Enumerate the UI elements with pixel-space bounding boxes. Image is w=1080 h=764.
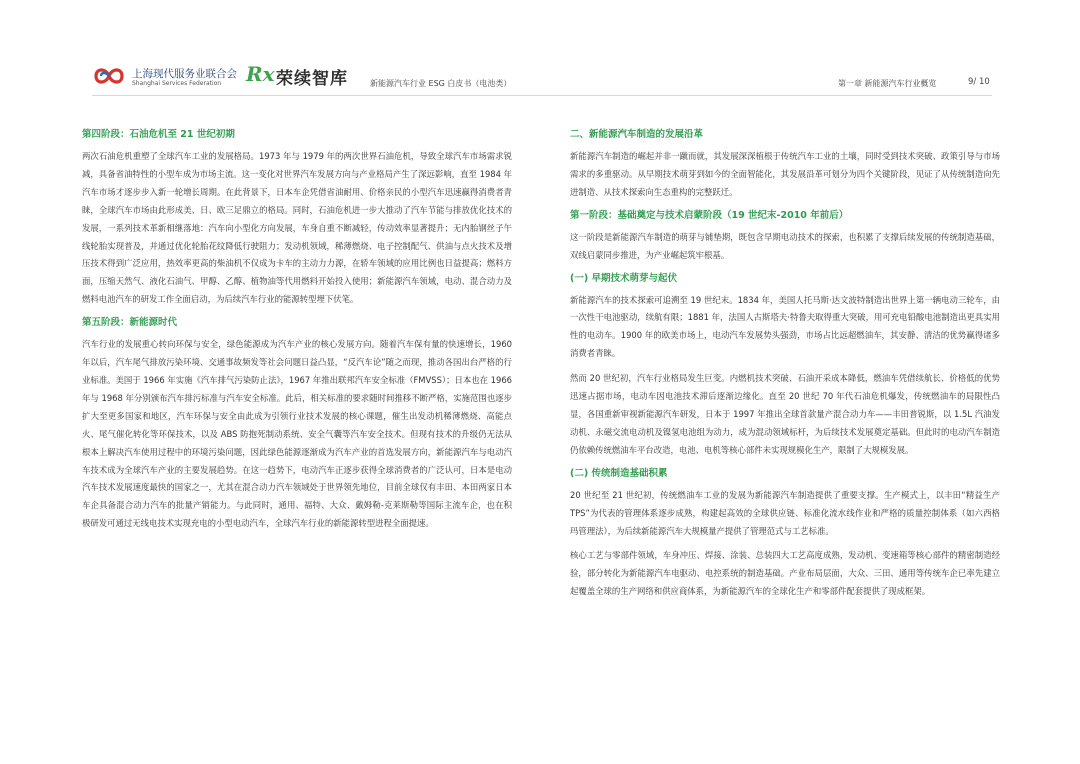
rx-mark: Rx [246,62,275,86]
brand-name: 荣续智库 [276,69,348,89]
early-tech-paragraph-1: 新能源汽车的技术探索可追溯至 19 世纪末。1834 年，美国人托马斯·达文波特制造出世界上第一辆电动三轮车，由一次性干电池驱动，续航有限；1881 年，法国人古斯塔夫·特鲁夫取得重大突破，用可充电铅酸电池制造出更具实用性的电动车。1900 年的欧美市场上，电动汽车发展势头强劲，市场占比远超燃油车，其安静、清洁的优势赢得诸多消费者青睐。 [570,294,1000,359]
org-name-en: Shanghai Services Federation [132,80,222,87]
org-name-cn: 上海现代服务业联合会 [132,68,237,80]
section-heading: 二、新能源汽车制造的发展沿革 [570,129,704,140]
ssf-logo [92,62,242,92]
stage5-heading: 第五阶段：新能源时代 [82,317,178,329]
early-tech-paragraph-2: 然而 20 世纪初，汽车行业格局发生巨变。内燃机技术突破、石油开采成本降低，燃油车凭借续航长、价格低的优势迅速占据市场，电动车因电池技术滞后逐渐边缘化。直至 20 世纪 70 年代石油危机爆发，传统燃油车的局限性凸显，各国重新审视新能源汽车研发，日本于 1997 年推出全球首款量产混合动力车——丰田普锐斯，以 1.5L 汽油发动机、永磁交流电动机及镍氢电池组为动力，成为混动领域标杆，为后续技术发展奠定基础。但此时的电动汽车制造仍依赖传统燃油车平台改造，电池、电机等核心部件未实现规模化生产，限制了大规模发展。 [570,373,1000,455]
page-header [92,58,992,98]
intro-paragraph: 新能源汽车制造的崛起并非一蹴而就，其发展深深植根于传统汽车工业的土壤，同时受到技术突破、政策引导与市场需求的多重驱动。从早期技术萌芽到如今的全面智能化，其发展沿革可划分为四个关键阶段，见证了从传统制造向先进制造、从技术探索向生态重构的完整跃迁。 [570,151,1000,197]
document-title: 新能源汽车行业 ESG 白皮书（电池类） [370,79,512,88]
stage1-heading: 第一阶段：基础奠定与技术启蒙阶段（19 世纪末-2010 年前后） [570,209,849,221]
manufacturing-paragraph-2: 核心工艺与零部件领域，车身冲压、焊接、涂装、总装四大工艺高度成熟，发动机、变速箱等核心部件的精密制造经验，部分转化为新能源汽车电驱动、电控系统的制造基础。产业布局层面，大众、三田、通用等传统车企已率先建立起覆盖全球的生产网络和供应商体系，为新能源汽车的全球化生产和零部件配套提供了现成框架。 [570,550,1000,597]
stage1-paragraph: 这一阶段是新能源汽车制造的萌芽与铺垫期，既包含早期电动技术的探索，也积累了支撑后续发展的传统制造基础，双线启蒙同步推进，为产业崛起筑牢根基。 [570,231,1000,260]
stage4-heading: 第四阶段：石油危机至 21 世纪初期 [82,129,235,140]
chapter-title: 第一章 新能源汽车行业概览 [838,79,937,88]
rongxu-logo [246,60,366,90]
subsection-2-heading: (二) 传统制造基础积累 [570,467,668,479]
stage5-paragraph: 汽车行业的发展重心转向环保与安全，绿色能源成为汽车产业的核心发展方向。随着汽车保有量的快速增长，1960 年以后，汽车尾气排放污染环境、交通事故频发等社会问题日益凸显，“反汽车论”随之而现，推动各国出台严格的行业标准。美国于 1966 年实施《汽车排气污染防止法》，1967 年推出联邦汽车安全标准（FMVSS）；日本也在 1966 年与 1968 年分别颁布汽车排污标准与汽车安全标准。此后，相关标准的要求随时间推移不断严格，实施范围也逐步扩大至更多国家和地区，汽车环保与安全由此成为引领行业技术发展的核心课题，催生出发动机稀薄燃烧、高能点火、尾气催化转化等环保技术，以及 ABS 防抱死制动系统、安全气囊等汽车安全技术。但现有技术的升级仍无法从根本上解决汽车使用过程中的环境污染问题，因此绿色能源逐渐成为汽车产业的首选发展方向，新能源汽车与电动汽车技术成为全球汽车产业的主要发展趋势。在这一趋势下，电动汽车正逐步获得全球消费者的广泛认可，日本是电动汽车技术发展速度最快的国家之一，尤其在混合动力汽车领域处于世界领先地位，目前全球仅有丰田、本田两家日本车企具备混合动力汽车的批量产销能力。与此同时，通用、福特、大众、戴姆勒-克莱斯勒等国际主流车企，也在积极研发可通过无线电技术实现充电的小型电动汽车，全球汽车行业的新能源转型进程全面提速。 [82,339,512,529]
left-column [82,128,512,540]
manufacturing-paragraph-1: 20 世纪至 21 世纪初，传统燃油车工业的发展为新能源汽车制造提供了重要支撑。生产模式上，以丰田“精益生产 TPS”为代表的管理体系逐步成熟，构建起高效的全球供应链、标准化流水线作业和严格的质量控制体系（如六西格玛管理法），为后续新能源汽车大规模量产提供了管理范式与工艺标准。 [570,489,1000,536]
page-number: 9/ 10 [968,77,990,87]
stage4-paragraph: 两次石油危机重塑了全球汽车工业的发展格局。1973 年与 1979 年的两次世界石油危机，导致全球汽车市场需求锐减，具备省油特性的小型车成为市场主流。这一变化对世界汽车发展方向与产业格局产生了深远影响，直至 1984 年汽车市场才逐步步入新一轮增长周期。在此背景下，日本车企凭借省油耐用、价格亲民的小型汽车迅速赢得消费者青睐，全球汽车市场由此形成美、日、欧三足鼎立的格局。同时，石油危机进一步大推动了汽车节能与排放优化技术的发展，一系列技术革新相继落地：汽车向小型化方向发展，车身自重不断减轻，传动效率显著提升；无内胎钢丝子午线轮胎实现普及，并通过优化轮胎花纹降低行驶阻力；发动机领域，稀薄燃烧、电子控制配气、供油与点火技术及增压技术得到广泛应用，热效率更高的柴油机不仅成为卡车的主动力力源，在轿车领域的应用比例也日益提高；燃料方面，压缩天然气、液化石油气、甲醇、乙醇、植物油等代用燃料开始投入使用；新能源汽车领域，电动、混合动力及燃料电池汽车的研发工作全面启动，为后续汽车行业的能源转型埋下伏笔。 [82,151,512,305]
right-column [570,128,1000,608]
subsection-1-heading: (一) 早期技术萌芽与起伏 [570,272,677,284]
header-divider [92,95,992,96]
ssf-logo-icon [92,64,126,88]
